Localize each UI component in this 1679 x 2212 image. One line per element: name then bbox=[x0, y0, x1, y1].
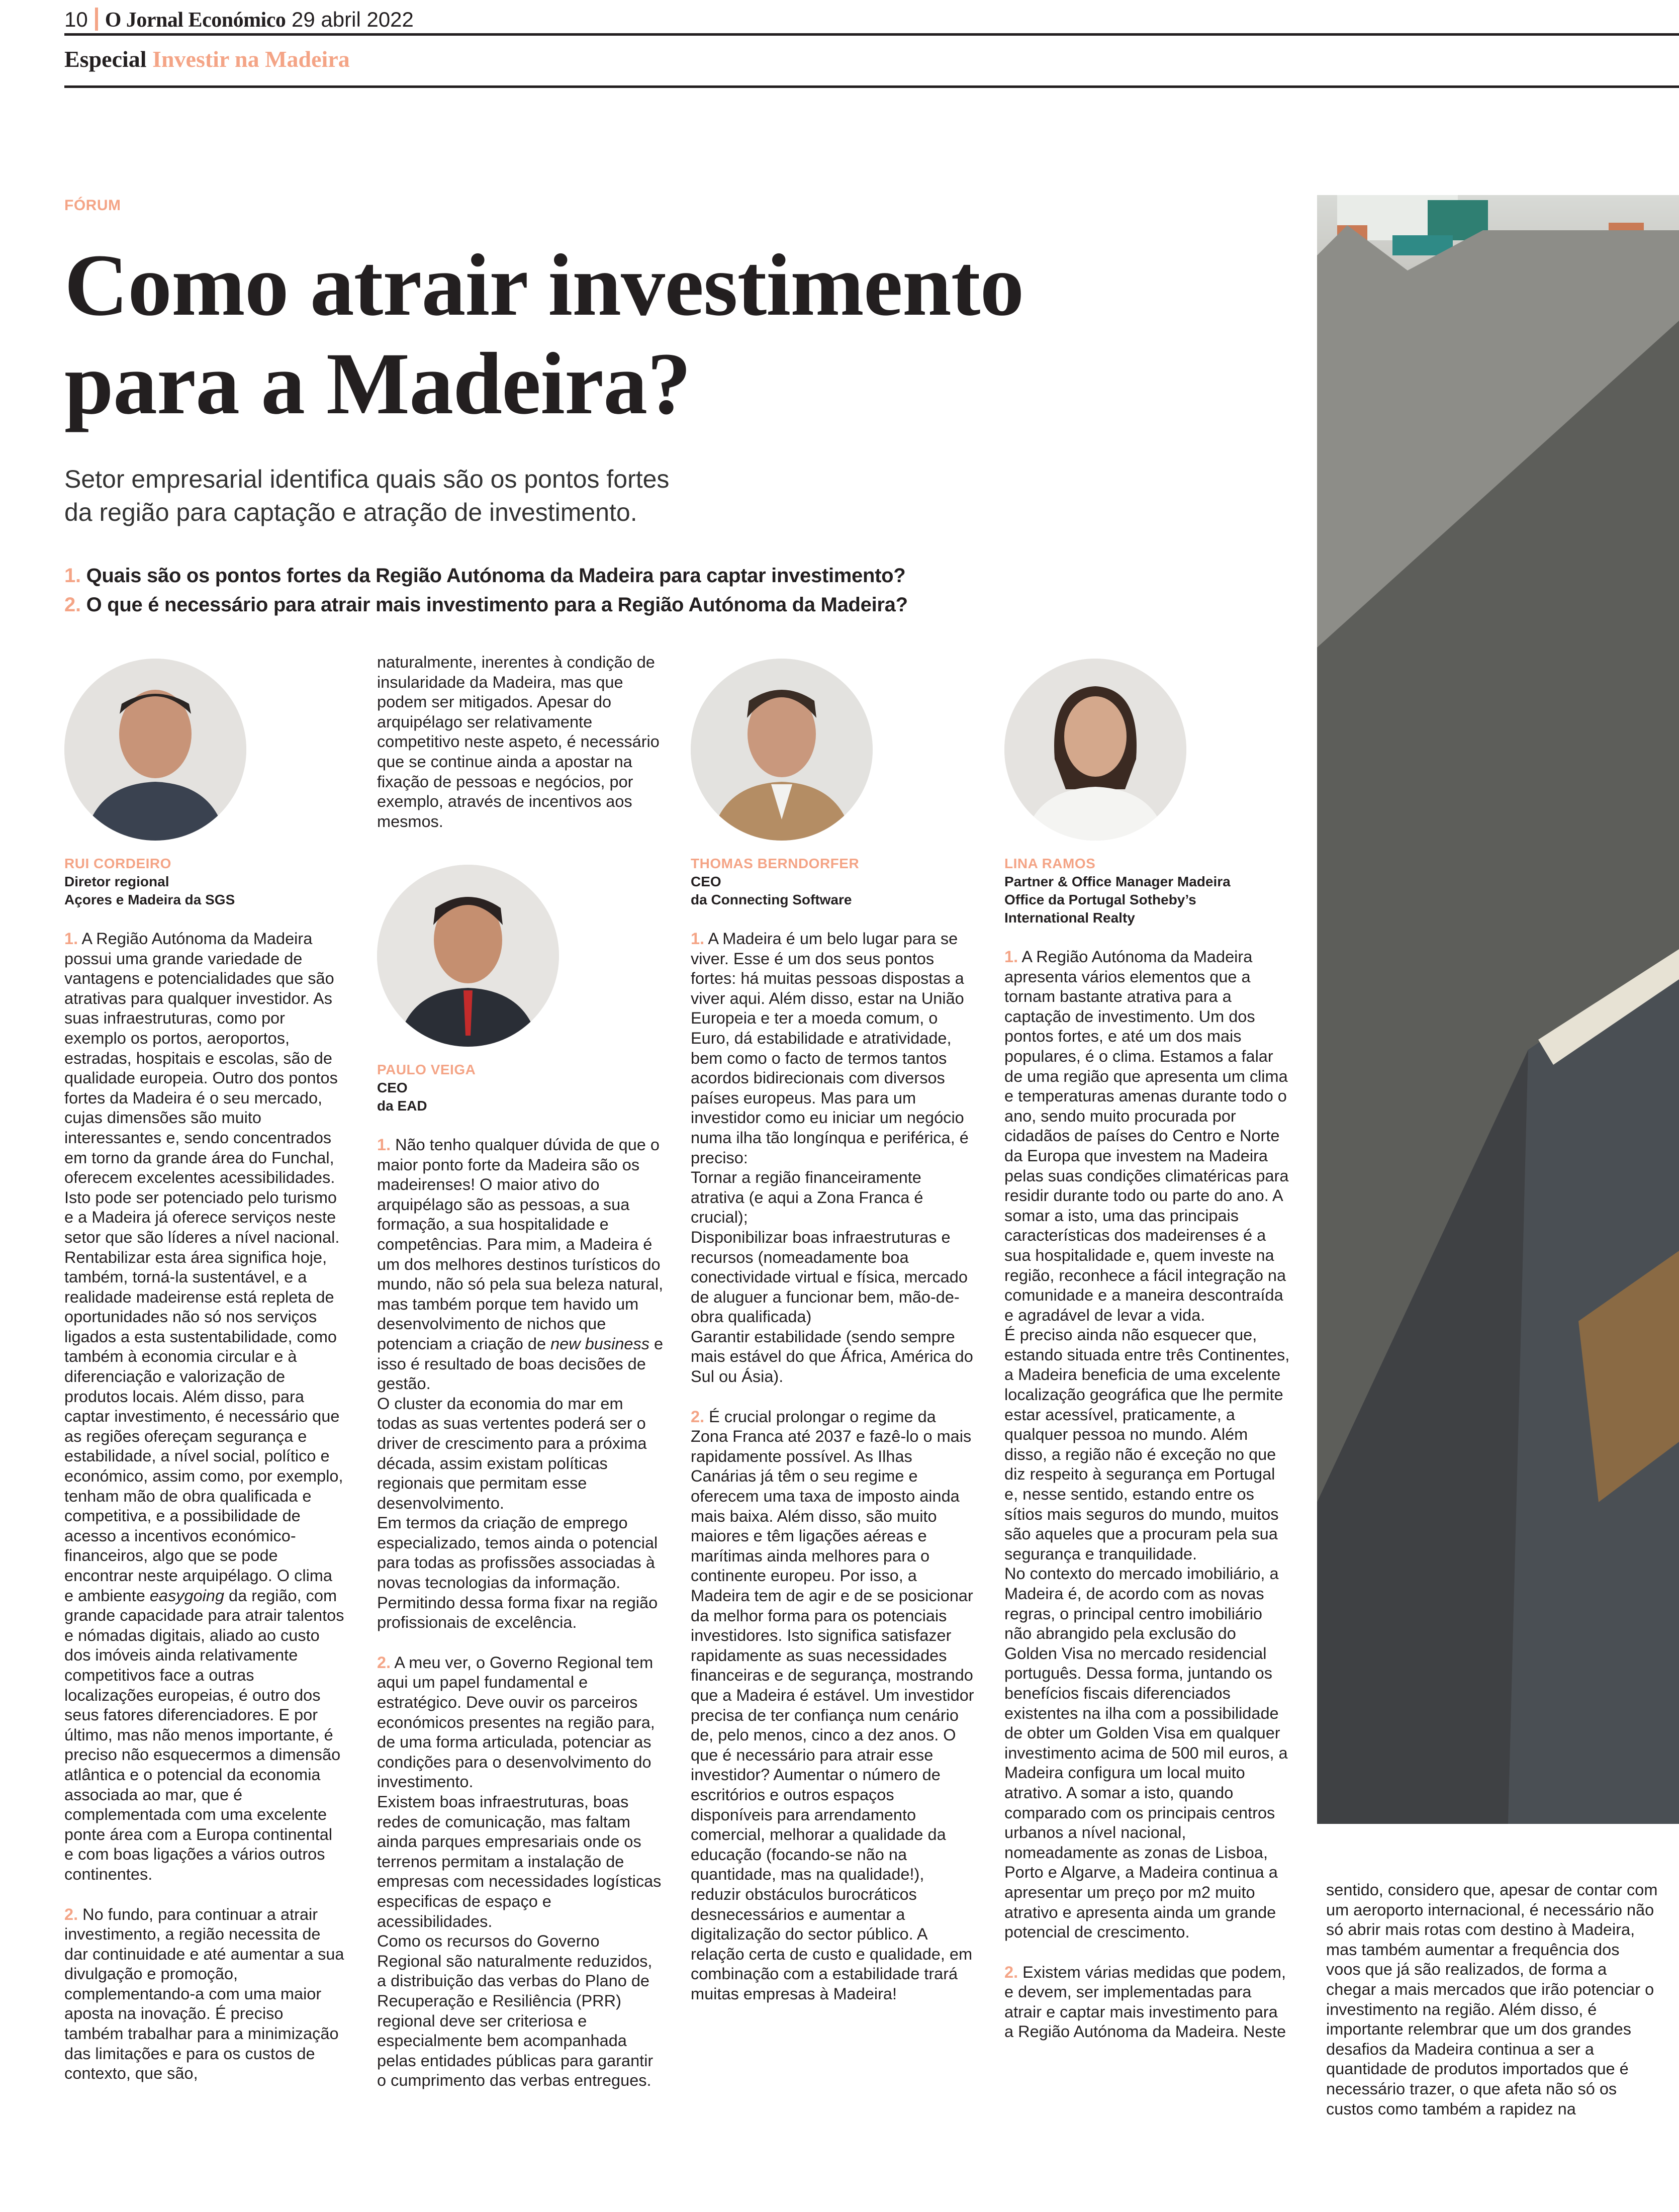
questions bbox=[64, 561, 908, 619]
answer-number: 1. bbox=[64, 930, 78, 948]
answer-number: 2. bbox=[64, 1905, 78, 1923]
portrait-thomas-berndorfer bbox=[691, 659, 873, 841]
answer-text: A meu ver, o Governo Regional tem aqui um papel fundamental e estratégico. Deve ouvir os parceiros económicos presentes na região para, de uma forma articulada, potenciar as condições para o desenvolvimento do investimento. bbox=[377, 1653, 655, 1791]
person-icon bbox=[1004, 659, 1186, 841]
main-photo bbox=[1317, 195, 1679, 1824]
question-text: Quais são os pontos fortes da Região Autónoma da Madeira para captar investimento? bbox=[86, 565, 906, 587]
respondent-role: CEO bbox=[377, 1080, 408, 1095]
answer-text: A Região Autónoma da Madeira apresenta vários elementos que a tornam bastante atrativa para a captação de investimento. Um dos pontos fortes, e até um dos mais populares, é o clima. Estamos a falar de uma região que apresenta um clima e temperaturas amenas durante todo o ano, sendo muito procurada por cidadãos de países do Centro e Norte da Europa que investem na Madeira pelas suas condições climatéricas para residir durante todo ou parte do ano. A somar a isto, uma das principais características dos madeirenses é a sua hospitalidade e, quem investe na região, reconhece a fácil integração na comunidade e a maneira descontraída e agradável de levar a vida. bbox=[1004, 948, 1289, 1324]
answer-1 bbox=[377, 1135, 664, 1394]
answer-text: Não tenho qualquer dúvida de que o maior ponto forte da Madeira são os madeirenses! O maior ativo do arquipélago são as pessoas, a sua formação, a sua hospitalidade e competências. Para mim, a Madeira é um dos melhores destinos turísticos do mundo, não só pela sua beleza natural, mas também porque tem havido um desenvolvimento de nichos que potenciam a criação de bbox=[377, 1136, 664, 1353]
answer-2-continuation bbox=[377, 653, 664, 832]
respondent-company: International Realty bbox=[1004, 910, 1135, 926]
answer-2 bbox=[377, 1653, 664, 1792]
answer-paragraph: O cluster da economia do mar em todas as suas vertentes poderá ser o driver de crescimento para a próxima década, assim existam políticas regionais que permitam esse desenvolvimento. bbox=[377, 1394, 647, 1512]
answer-text: A Madeira é um belo lugar para se viver. Esse é um dos seus pontos fortes: há muitas pessoas dispostas a viver aqui. Além disso, estar na União Europeia e ter a moeda comum, o Euro, dá estabilidade e atratividade, bem como o facto de termos tantos acordos bidirecionais com diversos países europeus. Mas para um investidor como eu iniciar um negócio numa ilha tão longínqua e periférica, é preciso: bbox=[691, 930, 969, 1167]
headline-line-2: para a Madeira? bbox=[64, 335, 691, 433]
section-heading bbox=[64, 44, 350, 74]
kicker: FÓRUM bbox=[64, 197, 121, 214]
section-label: Especial bbox=[64, 46, 147, 72]
answer-text: A Região Autónoma da Madeira possui uma grande variedade de vantagens e potencialidades que são atrativas para qualquer investidor. As suas infraestruturas, como por exemplo os portos, aeroportos, estradas, hospitais e escolas, são de qualidade europeia. Outro dos pontos fortes da Madeira é o seu mercado, cujas dimensões são muito interessantes e, sendo concentrados em torno da grande área do Funchal, oferecem excelentes acessibilidades. Isto pode ser potenciado pelo turismo e a Madeira já oferece serviços neste setor que são líderes a nível nacional. Rentabilizar esta área significa hoje, também, torná-la sustentável, e a realidade madeirense está repleta de oportunidades não só nos serviços ligados a esta sustentabilidade, como também à economia circular e à diferenciação e valorização de produtos locais. Além disso, para captar investimento, é necessário que as regiões ofereçam segurança e estabilidade, a nível social, político e económico, assim como, por exemplo, tenham mão de obra qualificada e competitiva, e a possibilidade de acesso a incentivos económico-financeiros, algo que se pode encontrar neste arquipélago. O clima e ambiente bbox=[64, 930, 343, 1605]
page-folio bbox=[64, 7, 414, 33]
madeira-toboggan-photo-icon bbox=[1317, 195, 1679, 1824]
header-rule bbox=[64, 33, 1679, 36]
person-icon bbox=[64, 659, 246, 841]
section-rule bbox=[64, 85, 1679, 88]
answer-paragraph: Disponibilizar boas infraestruturas e recursos (nomeadamente boa conectividade virtual e física, mercado de aluguer a funcionar bem, mão-de-obra qualificada) bbox=[691, 1228, 968, 1326]
folio-divider bbox=[95, 8, 98, 31]
answer-number: 2. bbox=[1004, 1963, 1018, 1981]
portrait-paulo-veiga bbox=[377, 865, 559, 1047]
headline bbox=[64, 236, 1271, 433]
answer-text: Existem várias medidas que podem, e devem, ser implementadas para atrair e captar mais investimento para a Região Autónoma da Madeira. Neste bbox=[1004, 1963, 1286, 2041]
respondent-column-2 bbox=[377, 1061, 664, 2091]
answer-2 bbox=[691, 1407, 977, 2004]
respondent-company: da EAD bbox=[377, 1098, 427, 1114]
answer-text: No fundo, para continuar a atrair investimento, a região necessita de dar continuidade e até aumentar a sua divulgação e promoção, complementando-a com uma maior aposta na inovação. É preciso também trabalhar para a minimização das limitações e para os custos de contexto, que são, bbox=[64, 1905, 344, 2083]
respondent-name: RUI CORDEIRO bbox=[64, 856, 171, 871]
respondent-company: da Connecting Software bbox=[691, 892, 852, 907]
answer-text: da região, com grande capacidade para atrair talentos e nómadas digitais, aliado ao custo dos imóveis ainda relativamente competitivos face a outras localizações europeias, é outro dos seus fatores diferenciadores. E por último, mas não menos importante, é preciso não esquecermos a dimensão atlântica e o potencial da economia associada ao mar, que é complementada com uma excelente ponte área com a Europa continental e com boas ligações a vários outros continentes. bbox=[64, 1586, 344, 1883]
respondent-company: Office da Portugal Sotheby’s bbox=[1004, 892, 1196, 907]
answer-2-continuation-lina bbox=[1326, 1880, 1658, 2119]
answer-italic: easygoing bbox=[149, 1586, 225, 1605]
respondent-column-4 bbox=[1004, 855, 1291, 2042]
respondent-name: THOMAS BERNDORFER bbox=[691, 856, 860, 871]
respondent-column-3 bbox=[691, 855, 977, 2004]
standfirst bbox=[64, 463, 818, 529]
person-icon bbox=[377, 865, 559, 1047]
question-number: 2. bbox=[64, 594, 81, 616]
answer-paragraph: Existem boas infraestruturas, boas redes de comunicação, mas faltam ainda parques empresariais onde os terrenos permitam a instalação de empresas com necessidades logísticas especificas de espaço e acessibilidades. bbox=[377, 1793, 662, 1930]
respondent-name: LINA RAMOS bbox=[1004, 856, 1096, 871]
respondent-role: Diretor regional bbox=[64, 874, 169, 889]
answer-number: 1. bbox=[1004, 948, 1018, 966]
answer-paragraph: Tornar a região financeiramente atrativa (e aqui a Zona Franca é crucial); bbox=[691, 1168, 923, 1227]
respondent-role: CEO bbox=[691, 874, 721, 889]
answer-1 bbox=[1004, 947, 1291, 1325]
answer-italic: new business bbox=[550, 1334, 649, 1353]
question-number: 1. bbox=[64, 565, 81, 587]
answer-2 bbox=[1004, 1963, 1291, 2042]
standfirst-line-2: da região para captação e atração de investimento. bbox=[64, 498, 637, 526]
question-text: O que é necessário para atrair mais investimento para a Região Autónoma da Madeira? bbox=[86, 594, 908, 616]
answer-1 bbox=[64, 929, 346, 1885]
section-topic: Investir na Madeira bbox=[152, 46, 350, 72]
answer-number: 1. bbox=[691, 930, 705, 948]
answer-paragraph: Como os recursos do Governo Regional são naturalmente reduzidos, a distribuição das verbas do Plano de Recuperação e Resiliência (PRR) regional deve ser criteriosa e especialmente bem acompanhada pelas entidades públicas para garantir o cumprimento das verbas entregues. bbox=[377, 1932, 654, 2090]
portrait-lina-ramos bbox=[1004, 659, 1186, 841]
respondent-company: Açores e Madeira da SGS bbox=[64, 892, 235, 907]
page-number: 10 bbox=[64, 8, 88, 31]
answer-paragraph: Em termos da criação de emprego especializado, temos ainda o potencial para todas as profissões associadas à novas tecnologias da informação. Permitindo dessa forma fixar na região profissionais de excelência. bbox=[377, 1514, 658, 1632]
publication-name: O Jornal Económico bbox=[105, 9, 286, 32]
answer-text: naturalmente, inerentes à condição de insularidade da Madeira, mas que podem ser mitigados. Apesar do arquipélago ser relativamente competitivo neste aspeto, é necessário que se continue ainda a apostar na fixação de pessoas e negócios, por exemplo, através de incentivos aos mesmos. bbox=[377, 653, 660, 831]
answer-paragraph: É preciso ainda não esquecer que, estando situada entre três Continentes, a Madeira beneficia de uma excelente localização geográfica que lhe permite estar acessível, praticamente, a qualquer pessoa no mundo. Além disso, a região não é exceção no que diz respeito à segurança em Portugal e, nesse sentido, estando entre os sítios mais seguros do mundo, muitos são aqueles que a procuram pela sua segurança e tranquilidade. bbox=[1004, 1326, 1290, 1563]
person-icon bbox=[691, 659, 873, 841]
respondent-name: PAULO VEIGA bbox=[377, 1062, 476, 1077]
question-1 bbox=[64, 561, 908, 590]
standfirst-line-1: Setor empresarial identifica quais são os pontos fortes bbox=[64, 465, 670, 493]
answer-text: sentido, considero que, apesar de contar com um aeroporto internacional, é necessário não só abrir mais rotas com destino à Madeira, mas também aumentar a frequência dos voos que já são realizados, de forma a chegar a mais mercados que irão potenciar o investimento na região. Além disso, é importante relembrar que um dos grandes desafios da Madeira continua a ser a quantidade de produtos importados que é necessário trazer, o que afeta não só os custos como também a rapidez na bbox=[1326, 1881, 1658, 2118]
answer-paragraph: Garantir estabilidade (sendo sempre mais estável do que África, América do Sul ou Ásia). bbox=[691, 1327, 973, 1386]
answer-text: É crucial prolongar o regime da Zona Franca até 2037 e fazê-lo o mais rapidamente possível. As Ilhas Canárias já têm o seu regime e oferecem uma taxa de imposto ainda mais baixa. Além disso, são muito maiores e têm ligações aéreas e marítimas ainda melhores para o continente europeu. Por isso, a Madeira tem de agir e de se posicionar da melhor forma para os potenciais investidores. Isto significa satisfazer rapidamente as suas necessidades financeiras e de segurança, mostrando que a Madeira é estável. Um investidor precisa de ter confiança num cenário de, pelo menos, cinco a dez anos. O que é necessário para atrair esse investidor? Aumentar o número de escritórios e outros espaços disponíveis para arrendamento comercial, melhorar a qualidade da educação (focando-se não na quantidade, mas na qualidade!), reduzir obstáculos burocráticos desnecessários e aumentar a digitalização do sector público. A relação certa de custo e qualidade, em combinação com a estabilidade trará muitas empresas à Madeira! bbox=[691, 1407, 974, 2003]
answer-number: 1. bbox=[377, 1136, 391, 1154]
question-2 bbox=[64, 590, 908, 619]
portrait-rui-cordeiro bbox=[64, 659, 246, 841]
answer-number: 2. bbox=[691, 1407, 705, 1426]
answer-1 bbox=[691, 929, 977, 1168]
issue-date: 29 abril 2022 bbox=[292, 8, 414, 31]
respondent-column-1 bbox=[64, 855, 346, 2084]
answer-paragraph: No contexto do mercado imobiliário, a Madeira é, de acordo com as novas regras, o principal centro imobiliário não abrangido pela exclusão do Golden Visa no mercado residencial português. Dessa forma, juntando os benefícios fiscais diferenciados existentes na ilha com a possibilidade de obter um Golden Visa em qualquer investimento acima de 500 mil euros, a Madeira configura um local muito atrativo. A somar a isto, quando comparado com os principais centros urbanos a nível nacional, nomeadamente as zonas de Lisboa, Porto e Algarve, a Madeira continua a apresentar um preço por m2 muito atrativo e apresenta ainda um grande potencial de crescimento. bbox=[1004, 1564, 1288, 1942]
answer-number: 2. bbox=[377, 1653, 391, 1672]
respondent-role: Partner & Office Manager Madeira bbox=[1004, 874, 1231, 889]
answer-text: e isso é resultado de boas decisões de gestão. bbox=[377, 1334, 664, 1393]
headline-line-1: Como atrair investimento bbox=[64, 236, 1024, 334]
answer-2 bbox=[64, 1905, 346, 2084]
